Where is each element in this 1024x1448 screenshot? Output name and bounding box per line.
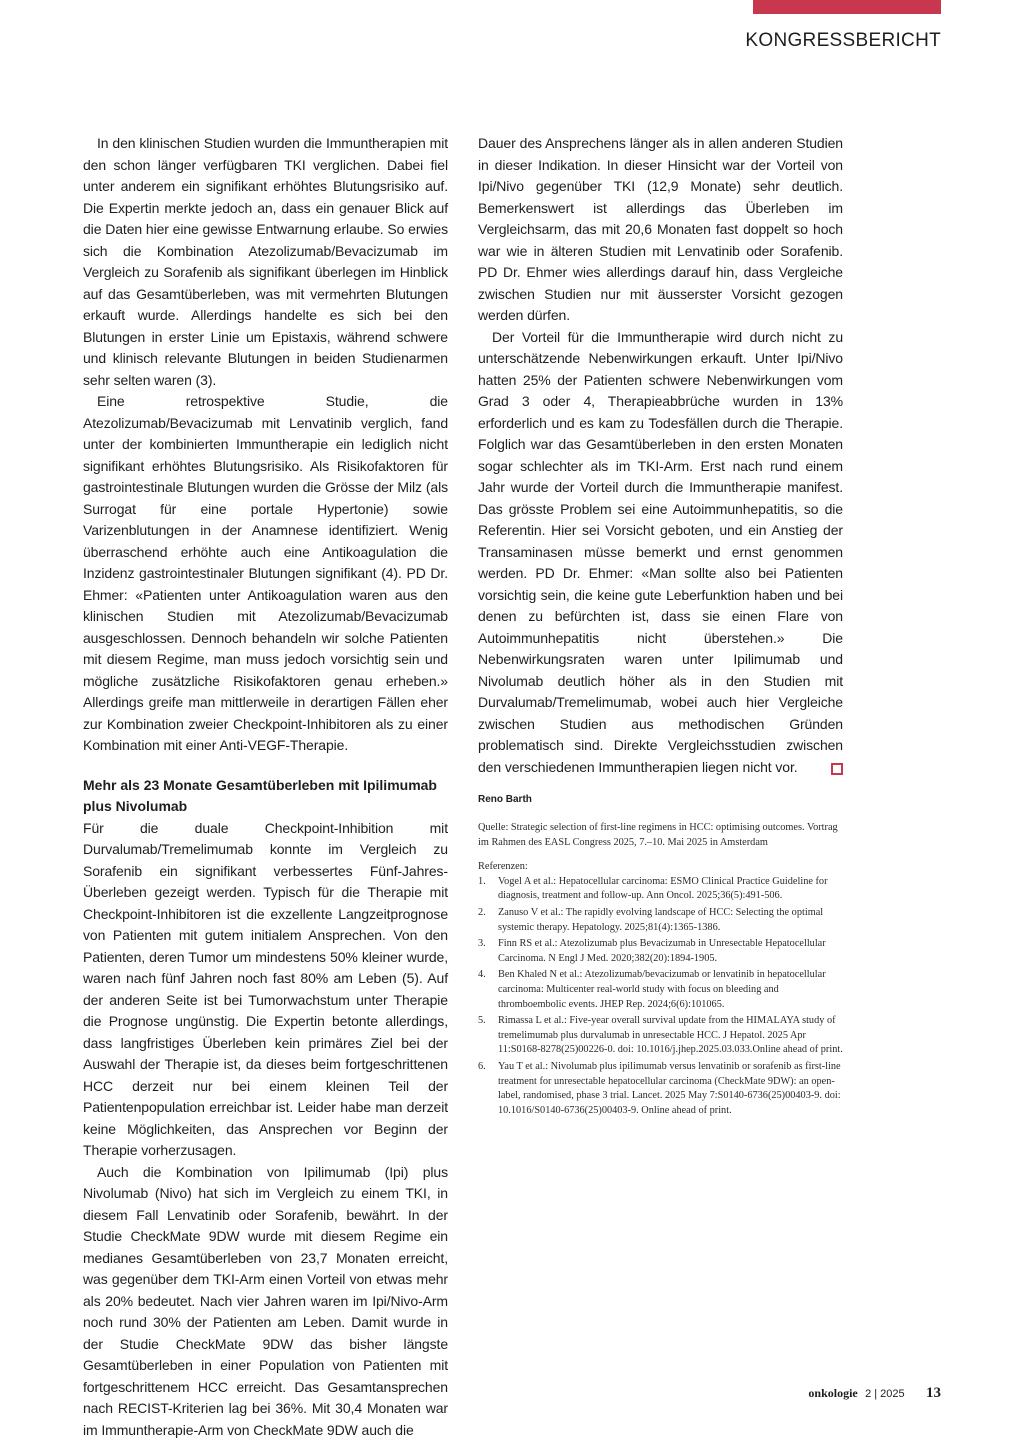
section-subheading: Mehr als 23 Monate Gesamtüberleben mit Ipilimumab plus Nivolumab [83, 776, 437, 814]
references-list [478, 875, 843, 1119]
author-name: Reno Barth [478, 794, 532, 805]
reference-number: 3. [478, 938, 486, 950]
left-column [83, 133, 448, 1441]
right-column [478, 133, 843, 1120]
reference-number: 5. [478, 1015, 486, 1027]
body-paragraph: Dauer des Ansprechens länger als in allen anderen Studien in dieser Indikation. In dieser Hinsicht war der Vorteil von Ipi/Nivo gegenüber TKI (12,9 Monate) sehr deutlich. Bemerkenswert ist allerdings das Überleben im Vergleichsarm, das mit 20,6 Monaten fast doppelt so hoch war wie in älteren Studien mit Lenvatinib oder Sorafenib. PD Dr. Ehmer wies allerdings darauf hin, dass Vergleiche zwischen Studien nur mit äusserster Vorsicht gezogen werden dürfen. [478, 135, 843, 323]
journal-name: onkologie [808, 1386, 858, 1400]
page-number: 13 [926, 1385, 941, 1401]
body-paragraph: Eine retrospektive Studie, die Atezolizumab/Bevacizumab mit Lenvatinib verglich, fand unter der kombinierten Immuntherapie ein lediglich nicht signifikant erhöhtes Blutungsrisiko. Als Risikofaktoren für gastrointestinale Blutungen wurden die Grösse der Milz (als Surrogat für eine portale Hypertonie) sowie Varizenblutungen in der Anamnese identifiziert. Wenig überraschend erhöhte auch eine Antikoagulation die Inzidenz gastrointestinaler Blutungen signifikant (4). PD Dr. Ehmer: «Patienten unter Antikoagulation waren aus den klinischen Studien mit Atezolizumab/Bevacizumab ausgeschlossen. Dennoch behandeln wir solche Patienten mit diesem Regime, man muss jedoch vorsichtig sein und mögliche zusätzliche Risikofaktoren genau erheben.» Allerdings greife man mittlerweile in derartigen Fällen eher zur Kombination zweier Checkpoint-Inhibitoren als zu einer Kombination mit einer Anti-VEGF-Therapie. [83, 393, 448, 753]
body-paragraph: Für die duale Checkpoint-Inhibition mit Durvalumab/Tremelimumab konnte im Vergleich zu Sorafenib ein signifikant verbessertes Fünf-Jahres-Überleben gezeigt werden. Typisch für die Therapie mit Checkpoint-Inhibitoren ist die exzellente Langzeitprognose von Patienten mit gutem initialem Ansprechen. Von den Patienten, deren Tumor um mindestens 50% kleiner wurde, waren nach fünf Jahren noch fast 80% am Leben (5). Auf der anderen Seite ist bei Tumorwachstum unter Therapie die Prognose ungünstig. Die Expertin betonte allerdings, dass langfristiges Überleben kein primäres Ziel bei der Auswahl der Therapie ist, da dieses beim fortgeschrittenen HCC derzeit nur bei einem kleinen Teil der Patientenpopulation erreichbar ist. Leider habe man derzeit keine Möglichkeiten, das Ansprechen vor Beginn der Therapie vorherzusagen. [83, 819, 448, 1158]
reference-item [478, 1060, 843, 1118]
body-paragraph: In den klinischen Studien wurden die Immuntherapien mit den schon länger verfügbaren TKI verglichen. Dabei fiel unter anderem ein signifikant erhöhtes Blutungsrisiko auf. Die Expertin merkte jedoch an, dass ein genauer Blick auf die Daten hier eine gewisse Entwarnung erlaube. So erwies sich die Kombination Atezolizumab/Bevacizumab im Vergleich zu Sorafenib als signifikant überlegen im Hinblick auf das Gesamtüberleben, was mit vermehrten Blutungen erkauft wurde. Allerdings handelte es sich bei den Blutungen in erster Linie um Epistaxis, während schwere und klinisch relevante Blutungen in beiden Studienarmen sehr selten waren (3). [83, 135, 448, 388]
reference-text: Ben Khaled N et al.: Atezolizumab/bevacizumab or lenvatinib in hepatocellular carcinoma: Multicenter real-world study with focus on bleeding and thromboembolic events. JHEP Rep. 2024;6(6):101065. [498, 969, 826, 1010]
reference-text: Rimassa L et al.: Five-year overall survival update from the HIMALAYA study of tremelimumab plus durvalumab in unresectable HCC. J Hepatol. 2025 Apr 11:S0168-8278(25)00226-0. doi: 10.1016/j.jhep.2025.03.033.Online ahead of print. [498, 1015, 843, 1056]
reference-number: 2. [478, 906, 486, 918]
reference-item [478, 968, 843, 1012]
reference-item [478, 937, 843, 966]
reference-text: Zanuso V et al.: The rapidly evolving landscape of HCC: Selecting the optimal systemic therapy. Hepatology. 2025;81(4):1365-1386. [498, 906, 824, 933]
body-paragraph-text: Der Vorteil für die Immuntherapie wird durch nicht zu unterschätzende Nebenwirkungen erkauft. Unter Ipi/Nivo hatten 25% der Patienten schwere Nebenwirkungen vom Grad 3 oder 4, Therapieabbrüche wurden in 13% erforderlich und es kam zu Todesfällen durch die Therapie. Folglich war das Gesamtüberleben in den ersten Monaten sogar schlechter als im TKI-Arm. Erst nach rund einem Jahr wurde der Vorteil durch die Immuntherapie manifest. Das grösste Problem sei eine Autoimmunhepatitis, so die Referentin. Hier sei Vorsicht geboten, und ein Anstieg der Transaminasen müsse bemerkt und ernst genommen werden. PD Dr. Ehmer: «Man sollte also bei Patienten vorsichtig sein, die keine gute Leberfunktion haben und bei denen zu befürchten ist, dass sie einen Flare von Autoimmunhepatitis nicht überstehen.» Die Nebenwirkungsraten waren unter Ipilimumab und Nivolumab deutlich höher als in den Studien mit Durvalumab/Tremelimumab, wobei auch hier Vergleiche zwischen Studien aus methodischen Gründen problematisch sind. Direkte Vergleichsstudien zwischen den verschiedenen Immuntherapien liegen nicht vor. [478, 328, 843, 775]
body-paragraph: Auch die Kombination von Ipilimumab (Ipi) plus Nivolumab (Nivo) hat sich im Vergleich zu einem TKI, in diesem Fall Lenvatinib oder Sorafenib, bewährt. In der Studie CheckMate 9DW wurde mit diesem Regime ein medianes Gesamtüberleben von 23,7 Monaten erreicht, was gegenüber dem TKI-Arm einen Vorteil von etwas mehr als 20% bedeutet. Nach vier Jahren waren im Ipi/Nivo-Arm noch rund 30% der Patienten am Leben. Damit wurde in der Studie CheckMate 9DW das bisher längste Gesamtüberleben in einer Population von Patienten mit fortgeschrittenem HCC erreicht. Das Gesamtansprechen nach RECIST-Kriterien lag bei 36%. Mit 30,4 Monaten war im Immuntherapie-Arm von CheckMate 9DW auch die [83, 1163, 448, 1438]
page-footer [808, 1385, 941, 1402]
issue-number: 2 | 2025 [865, 1388, 905, 1400]
accent-bar [753, 0, 941, 14]
reference-text: Vogel A et al.: Hepatocellular carcinoma: ESMO Clinical Practice Guideline for diagnosis, treatment and follow-up. Ann Oncol. 2025;36(5):491-506. [498, 875, 828, 902]
reference-item [478, 906, 843, 935]
end-of-article-icon [831, 763, 843, 775]
reference-item [478, 875, 843, 904]
reference-number: 6. [478, 1060, 486, 1072]
reference-item [478, 1014, 843, 1058]
reference-text: Finn RS et al.: Atezolizumab plus Bevacizumab in Unresectable Hepatocellular Carcinoma. N Engl J Med. 2020;382(20):1894-1905. [498, 938, 826, 964]
reference-number: 1. [478, 875, 486, 887]
references-heading: Referenzen: [478, 861, 528, 873]
section-label: KONGRESSBERICHT [745, 30, 941, 51]
body-paragraph [478, 327, 843, 779]
source-note: Quelle: Strategic selection of first-line regimens in HCC: optimising outcomes. Vortrag im Rahmen des EASL Congress 2025, 7.–10. Mai 2025 in Amsterdam [478, 822, 838, 848]
reference-text: Yau T et al.: Nivolumab plus ipilimumab versus lenvatinib or sorafenib as first-line treatment for unresectable hepatocellular carcinoma (CheckMate 9DW): an open-label, randomised, phase 3 trial. Lancet. 2025 May 7:S0140-6736(25)00403-9. doi: 10.1016/S0140-6736(25)00403-9. Online ahead of print. [498, 1060, 841, 1116]
reference-number: 4. [478, 969, 486, 981]
